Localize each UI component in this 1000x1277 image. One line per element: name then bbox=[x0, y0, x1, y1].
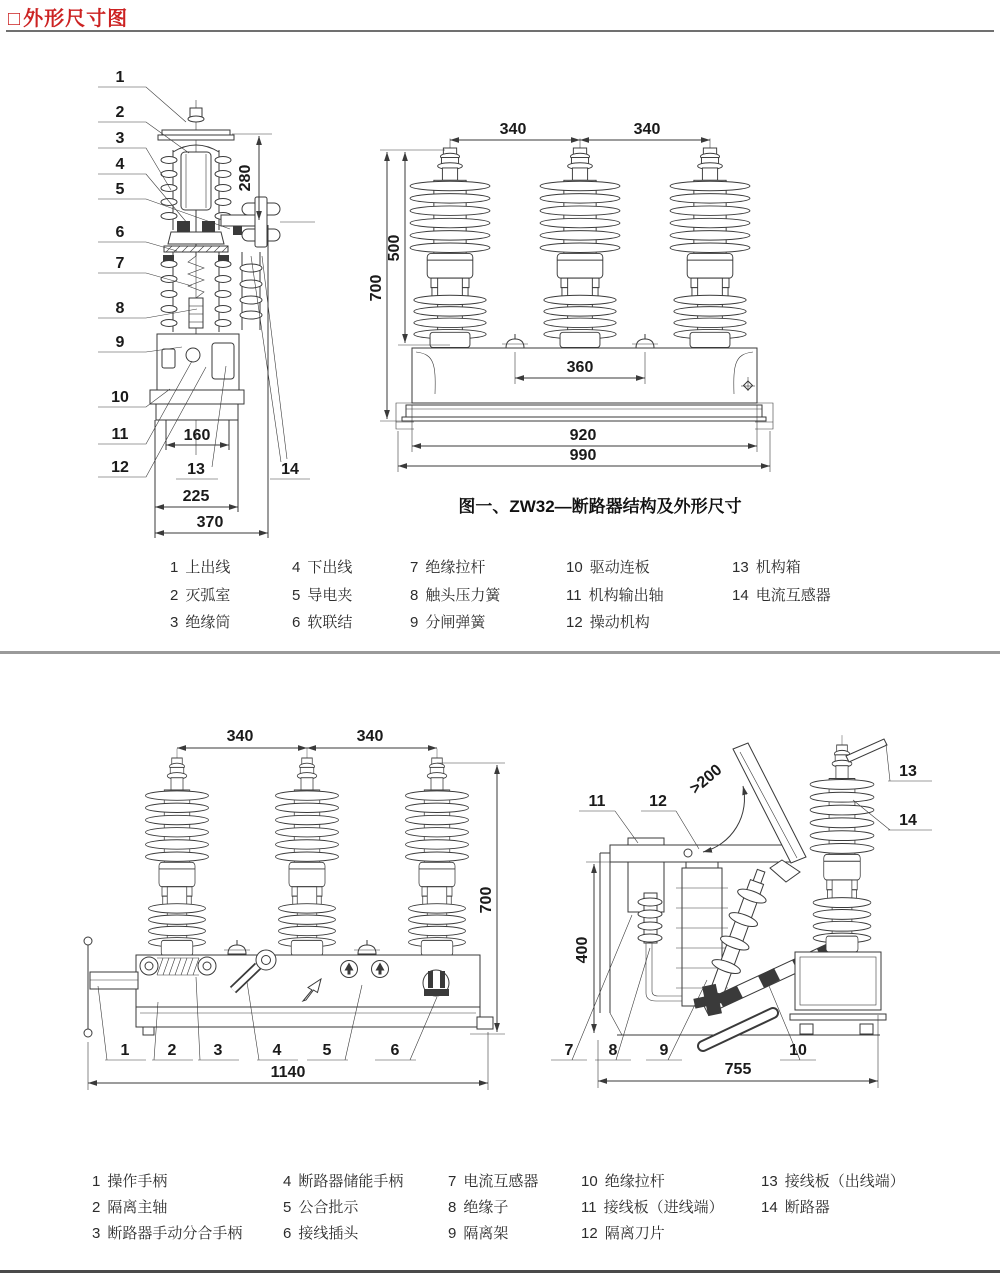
legend-item: 7 绝缘拉杆 bbox=[410, 559, 486, 576]
legend-column bbox=[410, 556, 500, 639]
legend-item: 8 绝缘子 bbox=[448, 1199, 509, 1216]
dim-label: 280 bbox=[237, 164, 254, 192]
part-number-label: 10 bbox=[111, 389, 129, 406]
legend-item: 3 绝缘筒 bbox=[170, 614, 231, 631]
part-number-label: 14 bbox=[899, 812, 917, 829]
part-number-label: 13 bbox=[187, 461, 205, 478]
part-number-label: 4 bbox=[115, 156, 125, 173]
part-number-label: 13 bbox=[899, 763, 917, 780]
part-number-label: 1 bbox=[120, 1042, 130, 1059]
legend-column bbox=[761, 1170, 905, 1222]
dim-label: 340 bbox=[226, 728, 254, 745]
figure1-section-view bbox=[98, 69, 315, 538]
dim-label: 700 bbox=[368, 274, 385, 302]
legend-column bbox=[448, 1170, 538, 1248]
legend-item: 4 断路器储能手柄 bbox=[283, 1173, 404, 1190]
legend-item: 10 驱动连板 bbox=[566, 559, 650, 576]
dim-label: 700 bbox=[478, 886, 495, 914]
dim-label: 1140 bbox=[270, 1064, 306, 1081]
legend-item: 12 操动机构 bbox=[566, 614, 650, 631]
part-number-label: 5 bbox=[115, 181, 125, 198]
part-number-label: 14 bbox=[281, 461, 299, 478]
page-title-text: 外形尺寸图 bbox=[23, 8, 129, 30]
part-number-label: 7 bbox=[115, 255, 125, 272]
part-number-label: 8 bbox=[115, 300, 125, 317]
part-number-label: 3 bbox=[115, 130, 125, 147]
legend-item: 8 触头压力簧 bbox=[410, 586, 501, 604]
legend-item: 4 下出线 bbox=[292, 559, 353, 576]
part-number-label: 5 bbox=[322, 1042, 332, 1059]
part-number-label: 4 bbox=[272, 1042, 282, 1059]
legend-item: 1 上出线 bbox=[170, 559, 231, 576]
part-number-label: 3 bbox=[213, 1042, 223, 1059]
figure1-caption: 图一、ZW32—断路器结构及外形尺寸 bbox=[458, 497, 742, 516]
title-bullet-square: □ bbox=[8, 8, 22, 30]
part-number-label: 9 bbox=[115, 334, 125, 351]
legend-item: 13 接线板（出线端） bbox=[761, 1173, 905, 1190]
legend-item: 11 接线板（进线端） bbox=[581, 1199, 724, 1216]
part-number-label: 9 bbox=[659, 1042, 669, 1059]
dim-label: 755 bbox=[724, 1061, 752, 1078]
legend-item: 1 操作手柄 bbox=[92, 1173, 168, 1190]
part-number-label: 2 bbox=[167, 1042, 177, 1059]
legend-column bbox=[92, 1170, 242, 1248]
dim-label: 990 bbox=[569, 447, 597, 464]
part-number-label: 12 bbox=[111, 459, 129, 476]
legend-item: 5 导电夹 bbox=[292, 586, 353, 604]
legend-column bbox=[566, 556, 664, 639]
dim-label: >200 bbox=[686, 761, 726, 798]
dim-label: 340 bbox=[633, 121, 661, 138]
dim-label: 500 bbox=[386, 234, 403, 262]
legend-item: 7 电流互感器 bbox=[448, 1173, 539, 1190]
part-number-label: 11 bbox=[588, 793, 606, 810]
dim-label: 360 bbox=[566, 359, 594, 376]
legend-item: 14 断路器 bbox=[761, 1199, 830, 1216]
dim-label: 340 bbox=[356, 728, 384, 745]
legend-item: 6 软联结 bbox=[292, 614, 353, 631]
figure2-front-view bbox=[84, 728, 505, 1090]
part-number-label: 6 bbox=[390, 1042, 400, 1059]
legend-item: 13 机构箱 bbox=[732, 559, 801, 576]
part-number-label: 1 bbox=[115, 69, 125, 86]
dim-label: 400 bbox=[574, 936, 591, 964]
legend-item: 3 断路器手动分合手柄 bbox=[92, 1225, 243, 1242]
part-number-label: 11 bbox=[111, 426, 129, 443]
dim-label: 340 bbox=[499, 121, 527, 138]
dim-label: 370 bbox=[196, 514, 224, 531]
section-separator bbox=[0, 651, 1000, 654]
legend-column bbox=[581, 1170, 724, 1248]
figure2-parts-legend bbox=[0, 1170, 1000, 1256]
part-number-label: 8 bbox=[608, 1042, 618, 1059]
dim-label: 920 bbox=[569, 427, 597, 444]
legend-item: 6 接线插头 bbox=[283, 1225, 359, 1242]
legend-item: 11 机构输出轴 bbox=[566, 586, 664, 604]
legend-item: 9 分闸弹簧 bbox=[410, 614, 486, 631]
figure1-front-view bbox=[368, 121, 773, 472]
dim-label: 225 bbox=[182, 488, 210, 505]
legend-item: 10 绝缘拉杆 bbox=[581, 1173, 665, 1190]
legend-column bbox=[732, 556, 831, 611]
legend-item: 12 隔离刀片 bbox=[581, 1225, 665, 1242]
legend-column bbox=[170, 556, 230, 639]
legend-column bbox=[283, 1170, 403, 1248]
legend-item: 2 隔离主轴 bbox=[92, 1199, 168, 1216]
part-number-label: 6 bbox=[115, 224, 125, 241]
legend-item: 9 隔离架 bbox=[448, 1225, 509, 1242]
part-number-label: 12 bbox=[649, 793, 667, 810]
part-number-label: 7 bbox=[564, 1042, 574, 1059]
legend-item: 5 公合批示 bbox=[283, 1199, 359, 1216]
figure1-parts-legend bbox=[0, 556, 1000, 646]
page-footer-rule bbox=[0, 1270, 1000, 1273]
part-number-label: 10 bbox=[789, 1042, 807, 1059]
legend-column bbox=[292, 556, 352, 639]
legend-item: 2 灭弧室 bbox=[170, 586, 231, 604]
part-number-label: 2 bbox=[115, 104, 125, 121]
dim-label: 160 bbox=[183, 427, 211, 444]
legend-item: 14 电流互感器 bbox=[732, 586, 831, 604]
figure2-side-view bbox=[551, 735, 932, 1088]
